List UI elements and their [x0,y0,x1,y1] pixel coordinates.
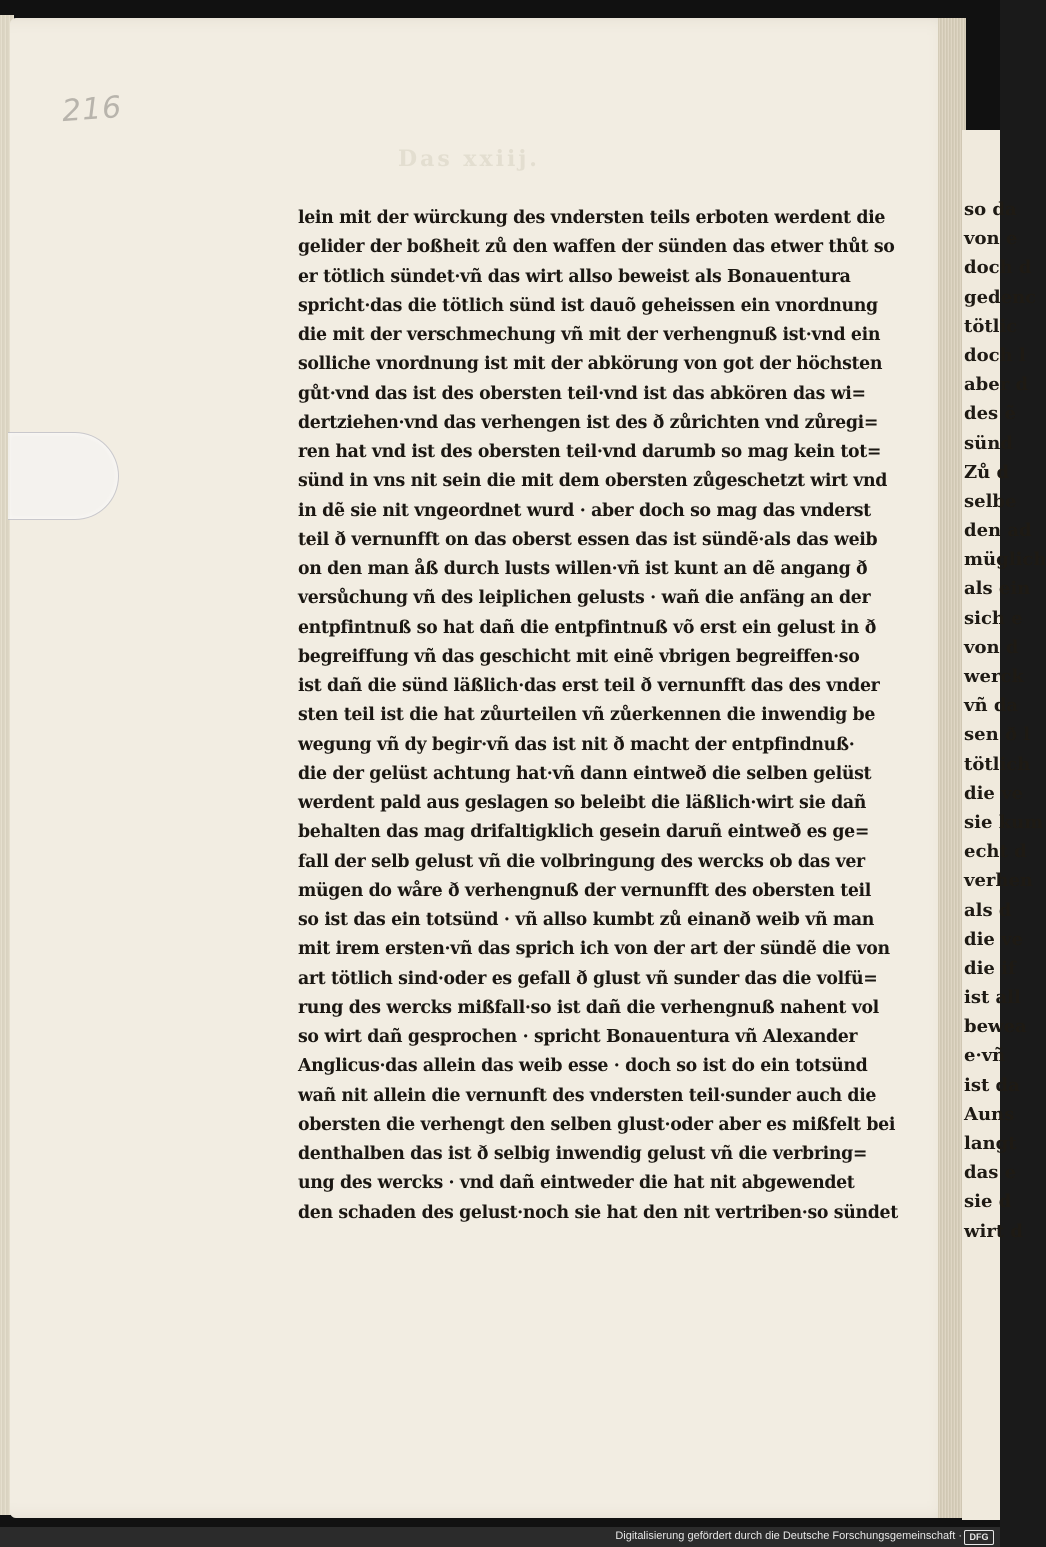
next-page-fragment: die ve [964,928,1024,950]
text-line: obersten die verhengt den selben glust·oder aber es mißfelt bei [298,1114,896,1135]
next-page-fragment: müglich [964,549,1046,571]
next-page-fragment: des ẽ [964,403,1016,425]
text-line: so wirt dañ gesprochen · spricht Bonauentura vñ Alexander [298,1027,858,1047]
next-page-fragment: langt [964,1133,1017,1154]
next-page-fragment: sich e [964,607,1023,629]
text-line: ung des wercks · vnd dañ eintweder die hat nit abgewendet [298,1173,855,1194]
next-page-fragment: gedenc [964,286,1037,308]
next-page-fragment: Zů d [964,461,1010,483]
next-page-fragment: werck [964,666,1024,687]
text-line: denthalben das ist ð selbig inwendig gelust vñ die verbring= [298,1144,868,1164]
text-line: gelider der boßheit zů den waffen der sünden das etwer thůt so [298,237,895,258]
text-line: begreiffung vñ das geschicht mit einẽ vbrigen begreiffen·so [298,646,860,667]
next-page-fragment: verhen [964,870,1034,892]
text-line: rung des wercks mißfall·so ist dañ die verhengnuß nahent vol [298,997,879,1018]
text-line: fall der selb gelust vñ die volbringung des wercks ob das ver [298,851,865,872]
text-line: mügen do wåre ð verhengnuß der vernunfft des obersten teil [298,880,872,901]
text-line: dertziehen·vnd das verhengen ist des ð zůrichten vnd zůregi= [298,412,879,433]
text-block [298,204,948,1228]
next-page-fragment: selbe [964,490,1017,512]
text-line: versůchung vñ des leiplichen gelusts · wañ die anfäng an der [298,588,871,609]
text-line: teil ð vernunfft on das oberst essen das ist sündẽ·als das weib [298,529,878,550]
next-page-fragment: vñ da [964,695,1019,717]
folio-number: 216 [60,89,124,130]
text-line: sten teil ist die hat zůurteilen vñ zůerkennen die inwendig be [298,705,876,726]
next-page-strip [962,130,1046,1520]
next-page-fragment: tötlic [964,315,1018,337]
text-line: er tötlich sündet·vñ das wirt allso beweist als Bonauentura [298,266,851,287]
next-page-fragment: das e [964,1162,1017,1184]
footer-bar [0,1527,1000,1547]
text-line: wegung vñ dy begir·vñ das ist nit ð macht der entpfindnuß· [298,734,855,755]
running-head-bleedthrough: Das xxiij. [398,146,540,172]
next-page-fragment: sie kum [964,811,1044,833]
text-line: den schaden des gelust·noch sie hat den nit vertriben·so sündet [298,1202,898,1223]
next-page-fragment: echt d [964,841,1027,863]
next-page-fragment: sen ð l [964,724,1031,746]
next-page-fragment: sünd [964,432,1013,454]
text-line: ren hat vnd ist des obersten teil·vnd darumb so mag kein tot= [298,442,882,462]
text-line: behalten das mag drifaltigklich gesein daruñ eintweð es ge= [298,822,870,843]
next-page-fragment: von d [964,636,1019,658]
next-page-fragment: von e [964,228,1018,250]
next-page-fragment: den ad [964,520,1032,542]
next-page-fragment: ist all [964,987,1021,1009]
text-line: die der gelüst achtung hat·vñ dann eintweð die selben gelüst [298,763,872,784]
next-page-fragment: sie d [964,1191,1012,1213]
text-line: gůt·vnd das ist des obersten teil·vnd ist das abkören das wi= [298,383,866,404]
next-page-lines [964,195,1046,1246]
text-line: solliche vnordnung ist mit der abkörung von got der höchsten [298,354,883,375]
text-line: lein mit der würckung des vndersten teils erboten werdent die [298,208,886,228]
next-page-fragment: so da [964,199,1017,220]
next-page-fragment: Auns [964,1103,1015,1125]
text-line: on den man åß durch lusts willen·vñ ist kunt an dẽ angang ð [298,559,868,579]
next-page-fragment: aber d [964,374,1029,396]
text-line: Anglicus·das allein das weib esse · doch so ist do ein totsünd [298,1056,868,1077]
funding-credit: Digitalisierung gefördert durch die Deutsche Forschungsgemeinschaft · [615,1530,962,1542]
next-page-fragment: doch d [964,257,1032,279]
text-line: mit irem ersten·vñ das sprich ich von der art der sündẽ die von [298,939,890,960]
next-page-fragment: bewea [964,1016,1027,1038]
next-page-fragment: die ve [964,782,1024,804]
book-page [10,18,962,1518]
text-line: die mit der verschmechung vñ mit der verhengnuß ist·vnd ein [298,325,881,345]
next-page-fragment: als d [964,899,1012,921]
next-page-fragment: ist da [964,1074,1020,1096]
text-line: werdent pald aus geslagen so beleibt die läßlich·wirt sie dañ [298,793,866,813]
text-line: wañ nit allein die vernunft des vndersten teil·sunder auch die [298,1085,877,1106]
dfg-logo: DFG [964,1530,994,1545]
next-page-fragment: doch l [964,344,1026,366]
text-line: in dẽ sie nit vngeordnet wurd · aber doch so mag das vnderst [298,500,871,521]
next-page-fragment: tötlich [964,753,1031,775]
next-page-fragment: e·vñ [964,1045,1006,1067]
next-page-fragment: die if [964,957,1016,979]
next-page-fragment: als ein [964,578,1031,600]
text-line: sünd in vns nit sein die mit dem obersten zůgeschetzt wirt vnd [298,471,888,492]
text-line: ist dañ die sünd läßlich·das erst teil ð vernunfft das des vnder [298,676,880,696]
text-line: spricht·das die tötlich sünd ist dauõ geheissen ein vnordnung [298,295,878,316]
text-line: entpfintnuß so hat dañ die entpfintnuß võ erst ein gelust in ð [298,617,876,638]
text-line: art tötlich sind·oder es gefall ð glust vñ sunder das die volfü= [298,968,878,989]
next-page-fragment: wirt d [964,1220,1023,1242]
text-line: so ist das ein totsünd · vñ allso kumbt zů einanð weib vñ man [298,910,875,930]
bookmark-tab [8,432,119,520]
